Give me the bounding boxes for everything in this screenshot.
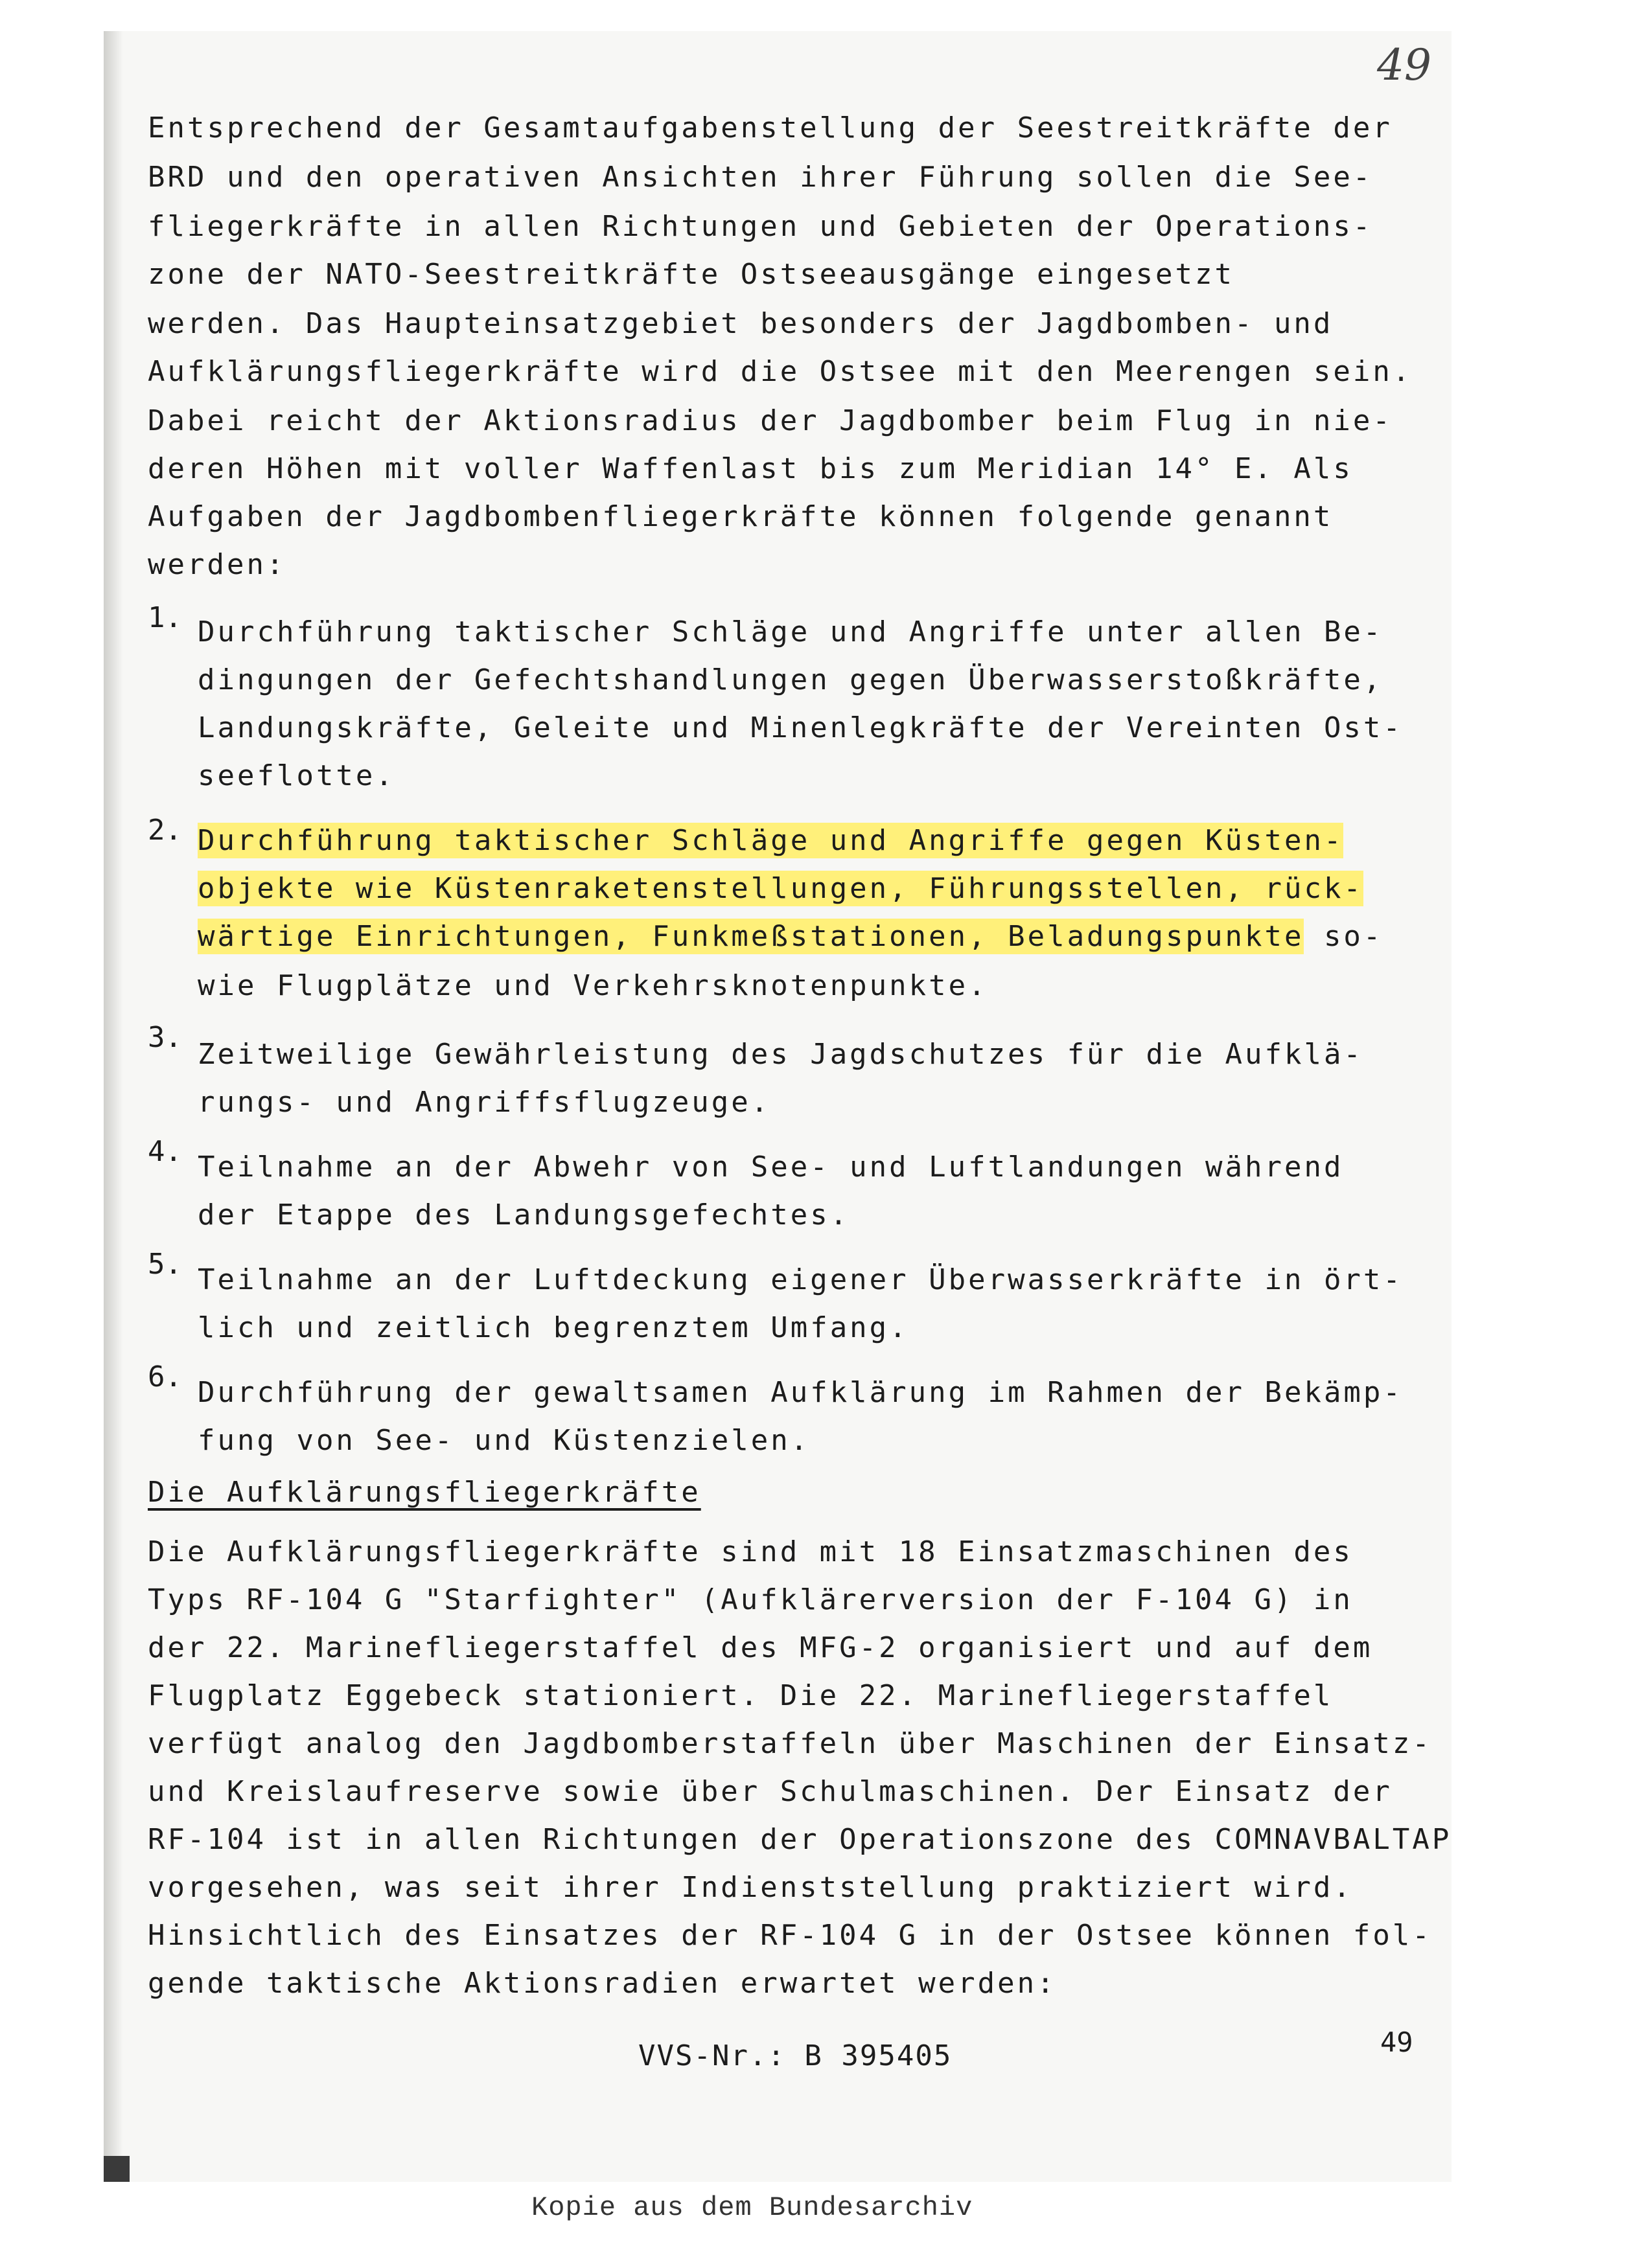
- task-line: lich und zeitlich begrenztem Umfang.: [198, 1311, 909, 1344]
- intro-line: BRD und den operativen Ansichten ihrer Führung sollen die See-: [148, 161, 1373, 194]
- task-line: wie Flugplätze und Verkehrsknotenpunkte.: [198, 969, 988, 1002]
- section-line: der 22. Marinefliegerstaffel des MFG-2 organisiert und auf dem: [148, 1631, 1373, 1664]
- page-number: 49: [1380, 2026, 1413, 2058]
- highlighted-task-line: objekte wie Küstenraketenstellungen, Führungsstellen, rück-: [198, 872, 1363, 905]
- vvs-number: VVS-Nr.: B 395405: [638, 2039, 953, 2072]
- section-line: Hinsichtlich des Einsatzes der RF-104 G in der Ostsee können fol-: [148, 1919, 1432, 1952]
- task-line: dingungen der Gefechtshandlungen gegen Überwasserstoßkräfte,: [198, 663, 1383, 696]
- task-number: 4.: [148, 1135, 182, 1168]
- intro-line: Entsprechend der Gesamtaufgabenstellung der Seestreitkräfte der: [148, 111, 1393, 144]
- intro-line: fliegerkräfte in allen Richtungen und Gebieten der Operations-: [148, 210, 1373, 243]
- task-line: Landungskräfte, Geleite und Minenlegkräfte der Vereinten Ost-: [198, 711, 1403, 744]
- task-line: Teilnahme an der Abwehr von See- und Luftlandungen während: [198, 1151, 1344, 1184]
- intro-line: werden. Das Haupteinsatzgebiet besonders der Jagdbomben- und: [148, 307, 1334, 340]
- intro-line: deren Höhen mit voller Waffenlast bis zum Meridian 14° E. Als: [148, 452, 1353, 485]
- task-number: 5.: [148, 1248, 182, 1281]
- section-line: Typs RF-104 G "Starfighter" (Aufklärerversion der F-104 G) in: [148, 1583, 1353, 1616]
- task-line: Durchführung der gewaltsamen Aufklärung im Rahmen der Bekämp-: [198, 1376, 1403, 1409]
- page-shadow: [104, 31, 123, 2182]
- section-heading: Die Aufklärungsfliegerkräfte: [148, 1476, 701, 1509]
- intro-line: Dabei reicht der Aktionsradius der Jagdbomber beim Flug in nie-: [148, 404, 1393, 437]
- archive-caption: Kopie aus dem Bundesarchiv: [531, 2192, 973, 2223]
- task-line: der Etappe des Landungsgefechtes.: [198, 1198, 850, 1231]
- highlighted-task-line: Durchführung taktischer Schläge und Angriffe gegen Küsten-: [198, 824, 1344, 857]
- section-line: vorgesehen, was seit ihrer Indienststellung praktiziert wird.: [148, 1871, 1353, 1904]
- task-line: rungs- und Angriffsflugzeuge.: [198, 1086, 771, 1119]
- intro-line: werden:: [148, 548, 286, 581]
- task-line: Durchführung taktischer Schläge und Angriffe unter allen Be-: [198, 615, 1383, 648]
- section-line: Die Aufklärungsfliegerkräfte sind mit 18 Einsatzmaschinen des: [148, 1535, 1353, 1568]
- handwritten-page-number: 49: [1377, 40, 1431, 90]
- highlighted-task-line: wärtige Einrichtungen, Funkmeßstationen, Beladungspunkte: [198, 920, 1304, 953]
- task-number: 2.: [148, 814, 182, 847]
- task-line: Zeitweilige Gewährleistung des Jagdschutzes für die Aufklä-: [198, 1038, 1363, 1071]
- task-number: 3.: [148, 1021, 182, 1054]
- section-line: und Kreislaufreserve sowie über Schulmaschinen. Der Einsatz der: [148, 1775, 1393, 1808]
- task-line: fung von See- und Küstenzielen.: [198, 1424, 811, 1457]
- section-line: verfügt analog den Jagdbomberstaffeln über Maschinen der Einsatz-: [148, 1727, 1432, 1760]
- intro-line: Aufgaben der Jagdbombenfliegerkräfte können folgende genannt: [148, 500, 1334, 533]
- task-number: 1.: [148, 601, 182, 634]
- intro-line: Aufklärungsfliegerkräfte wird die Ostsee mit den Meerengen sein.: [148, 355, 1413, 388]
- section-line: Flugplatz Eggebeck stationiert. Die 22. Marinefliegerstaffel: [148, 1679, 1334, 1712]
- intro-line: zone der NATO-Seestreitkräfte Ostseeausgänge eingesetzt: [148, 258, 1234, 291]
- section-line: gende taktische Aktionsradien erwartet werden:: [148, 1967, 1057, 2000]
- task-line: seeflotte.: [198, 759, 395, 792]
- task-line-suffix: so-: [1304, 920, 1383, 953]
- section-line: RF-104 ist in allen Richtungen der Operationszone des COMNAVBALTAP: [148, 1823, 1452, 1856]
- task-line: Teilnahme an der Luftdeckung eigener Überwasserkräfte in ört-: [198, 1263, 1403, 1296]
- task-number: 6.: [148, 1360, 182, 1393]
- page-corner-mark: [104, 2156, 130, 2182]
